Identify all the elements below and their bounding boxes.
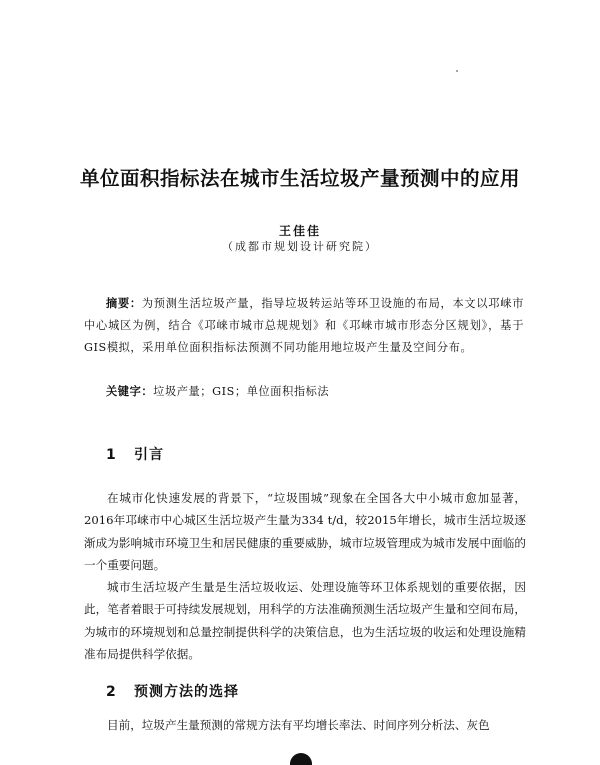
- abstract-label: 摘要：: [106, 296, 142, 310]
- section-number: 2: [106, 684, 117, 700]
- scan-speck: [456, 70, 458, 72]
- keywords-text: 垃圾产量；GIS；单位面积指标法: [153, 385, 330, 398]
- paragraph: 在城市化快速发展的背景下，“垃圾围城”现象在全国各大中小城市愈加显著，2016年邛崃市中心城区生活垃圾产生量为334 t/d，较2015年增长，城市生活垃圾逐渐成为影响城市环境卫生和居民健康的重要威胁，城市垃圾管理成为城市发展中面临的一个重要问题。: [84, 491, 526, 573]
- keywords: [106, 380, 526, 403]
- abstract-text: 为预测生活垃圾产量，指导垃圾转运站等环卫设施的布局，本文以邛崃市中心城区为例，结合《邛崃市城市总规规划》和《邛崃市城市形态分区规划》，基于GIS模拟，采用单位面积指标法预测不同功能用地垃圾产生量及空间分布。: [84, 297, 524, 354]
- author-name: 王佳佳: [278, 224, 321, 238]
- paper-title: 单位面积指标法在城市生活垃圾产量预测中的应用: [79, 167, 520, 190]
- paragraph: 城市生活垃圾产生量是生活垃圾收运、处理设施等环卫体系规划的重要依据，因此，笔者着眼于可持续发展规划，用科学的方法准确预测生活垃圾产生量和空间布局，为城市的环境规划和总量控制提供科学的决策信息，也为生活垃圾的收运和处理设施精准布局提供科学依据。: [84, 580, 526, 662]
- section-number: 1: [106, 447, 117, 463]
- author-affiliation: （成都市规划设计研究院）: [222, 240, 378, 253]
- keywords-label: 关键字：: [106, 384, 154, 398]
- abstract: [84, 292, 524, 359]
- section-heading-2: [106, 681, 239, 701]
- section-title: 预测方法的选择: [134, 684, 239, 700]
- section-title: 引言: [134, 447, 164, 463]
- section-heading-1: [106, 444, 164, 464]
- page-bottom-mark: [290, 753, 312, 765]
- paragraph: 目前，垃圾产生量预测的常规方法有平均增长率法、时间序列分析法、灰色: [107, 718, 490, 732]
